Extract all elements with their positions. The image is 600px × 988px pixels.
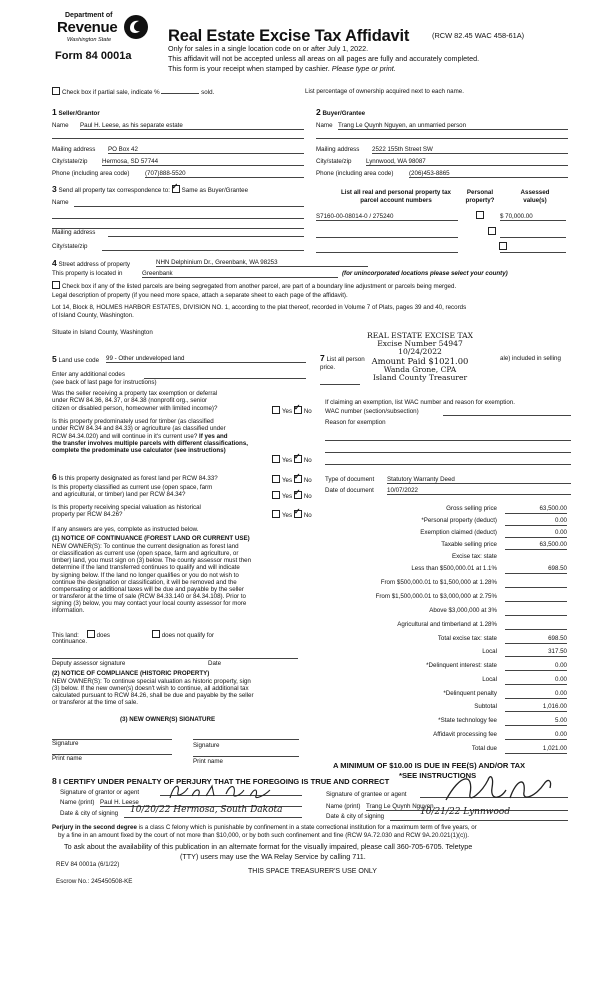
street-row xyxy=(52,258,372,268)
exemption-line1: If claiming an exemption, list WAC number and reason for exemption. xyxy=(325,399,515,406)
signature-label-2: Signature xyxy=(193,742,220,749)
fee-value[interactable]: 698.50 xyxy=(505,565,567,574)
fee-label: Gross selling price xyxy=(446,505,497,512)
partial-sale-percent-field[interactable] xyxy=(161,87,199,94)
perjury-line2: by a fine in an amount fixed by the court of not more than $10,000, or by both such confinement and fine (RCW 9A.72.030 and RCW 9A.20.021(1)(c)). xyxy=(58,832,470,839)
fee-row xyxy=(320,553,567,565)
fee-label: *Personal property (deduct) xyxy=(421,517,497,524)
fee-value[interactable] xyxy=(505,579,567,588)
fee-row xyxy=(320,703,567,715)
signature-label-1: Signature xyxy=(52,740,79,747)
minimum-line2: *SEE INSTRUCTIONS xyxy=(399,771,477,780)
q2-yes-label: Yes xyxy=(282,457,293,464)
section6-num: 6 xyxy=(52,472,57,482)
stamp-line5: Wanda Grone, CPA xyxy=(383,364,457,374)
buyer-mailing-label: Mailing address xyxy=(316,146,360,153)
forest-yes-label: Yes xyxy=(282,477,293,484)
dept-line1: Department of xyxy=(65,12,113,19)
additional-codes-row xyxy=(52,371,308,378)
fee-row xyxy=(320,607,567,619)
corr-name-field[interactable] xyxy=(74,199,304,207)
q2-yes-checkbox[interactable] xyxy=(272,455,280,463)
fee-value[interactable]: 63,500.00 xyxy=(505,541,567,550)
additional-codes-label: Enter any additional codes xyxy=(52,371,125,378)
parcel-personal-checkbox-1[interactable] xyxy=(476,211,484,219)
fee-label: From $500,000.01 to $1,500,000 at 1.28% xyxy=(380,579,497,586)
fee-value[interactable]: 0.00 xyxy=(505,529,567,538)
fee-row xyxy=(320,565,567,577)
notice2-line: or transferor at the time of sale. xyxy=(52,699,138,707)
revenue-swirl-icon xyxy=(123,14,149,40)
partial-sale-sold: sold. xyxy=(201,89,215,96)
perjury-bold: Perjury in the second degree xyxy=(52,824,137,831)
if-yes-note: If any answers are yes, complete as instructed below. xyxy=(52,526,199,533)
reason-label: Reason for exemption xyxy=(325,419,386,426)
current-use-line2: and agricultural, or timber) land per RCW 84.34? xyxy=(52,491,186,499)
fee-value[interactable]: 0.00 xyxy=(505,662,567,671)
legal-line2: of Island County, Washington. xyxy=(52,312,134,319)
fee-label: *Delinquent penalty xyxy=(443,690,497,697)
notice1-line: or classification as current use (open space, farm and agriculture, or xyxy=(52,550,239,558)
seller-name-label: Name xyxy=(52,122,69,129)
q2-line2: under RCW 84.34 and 84.33) or agriculture (as classified under xyxy=(52,425,226,433)
q1-no-label: No xyxy=(303,408,312,415)
historic-yes-checkbox[interactable] xyxy=(272,510,280,518)
header-note2: This affidavit will not be accepted unless all areas on all pages are fully and accurately completed. xyxy=(168,54,480,63)
new-owner-sig-line2[interactable] xyxy=(193,735,299,740)
header-note3-plain: This form is your receipt when stamped by cashier. xyxy=(168,64,330,73)
fee-row xyxy=(320,529,567,541)
does-not-qualify-checkbox[interactable] xyxy=(152,630,160,638)
dept-line3: Washington State xyxy=(67,37,112,43)
grantor-name-label: Name (print) xyxy=(60,799,95,806)
seller-city-label: City/state/zip xyxy=(52,158,88,165)
parcel-header-col3 xyxy=(505,189,565,205)
notice1-line: continue the designation or classification, it will be removed and the xyxy=(52,578,237,586)
seller-section-num: 1 xyxy=(52,107,57,117)
seller-section-label: Seller/Grantor xyxy=(58,110,100,117)
q2-line3-text: RCW 84.34.020) and will continue in it's current use? xyxy=(52,432,198,440)
notice2-line: (3) below. If the new owner(s) doesn't wish to continue, all additional tax xyxy=(52,685,249,693)
parcel-header-col2-l1: Personal xyxy=(466,189,494,196)
fee-row xyxy=(320,745,567,757)
corr-city-row xyxy=(52,243,304,250)
q1-no-checkbox[interactable] xyxy=(294,406,302,414)
revenue-logo xyxy=(55,10,155,70)
fee-row xyxy=(320,505,567,517)
seller-city-field[interactable]: Hermosa, SD 57744 xyxy=(102,158,304,166)
fee-row xyxy=(320,635,567,647)
this-land-label: This land: xyxy=(52,632,79,639)
current-use-yes-checkbox[interactable] xyxy=(272,491,280,499)
unincorporated-note: (for unincorporated locations please select your county) xyxy=(342,270,508,277)
form-number: Form 84 0001a xyxy=(55,50,132,62)
q2-line3 xyxy=(52,433,248,440)
seller-mailing-row xyxy=(52,146,304,153)
historic-answers xyxy=(272,510,312,519)
header-note1: Only for sales in a single location code on or after July 1, 2022. xyxy=(168,44,369,53)
historic-line2: property per RCW 84.26? xyxy=(52,511,123,519)
section7-num: 7 xyxy=(320,353,325,363)
q2-answers xyxy=(272,455,312,464)
fee-label: Less than $500,000.01 at 1.1% xyxy=(411,565,497,572)
land-use-num: 5 xyxy=(52,354,57,364)
buyer-mailing-field[interactable]: 2522 155th Street SW xyxy=(372,146,568,154)
certify-num: 8 xyxy=(52,776,57,786)
segregated-label: Check box if any of the listed parcels are being segregated from another parcel, are part of a boundary line adjustment or parcels being merged. xyxy=(62,283,457,290)
fee-row xyxy=(320,517,567,529)
q2-line5: complete the predominate use calculator (see instructions) xyxy=(52,447,226,455)
fee-row xyxy=(320,662,567,674)
fee-label: Subtotal xyxy=(474,703,497,710)
fee-row xyxy=(320,731,567,743)
fee-table xyxy=(320,505,567,752)
fee-value[interactable] xyxy=(505,593,567,602)
notice2-title: (2) NOTICE OF COMPLIANCE (HISTORIC PROPERTY) xyxy=(52,670,210,677)
grantee-sig-label: Signature of grantee or agent xyxy=(326,791,407,798)
fee-row xyxy=(320,621,567,633)
forest-no-label: No xyxy=(303,477,312,484)
notice2-line: calculated pursuant to RCW 84.26, shall be due and payable by the seller xyxy=(52,692,254,700)
q2-line3-bold: If yes and xyxy=(199,432,228,440)
access-line1: To ask about the availability of this publication in an alternate format for the visually impaired, please call 360-705-6705. Teletype xyxy=(64,842,473,851)
current-use-no-label: No xyxy=(303,493,312,500)
notice1-line: by signing below. If the land no longer qualifies or you do not wish to xyxy=(52,571,239,579)
parcel-account-field-3[interactable] xyxy=(316,246,458,253)
q1-line3: citizen or disabled person, homeowner with limited income)? xyxy=(52,404,218,412)
fee-value[interactable]: 5.00 xyxy=(505,717,567,726)
seller-phone-field[interactable]: (707)888-5520 xyxy=(145,170,304,178)
segregated-checkbox[interactable] xyxy=(52,281,60,289)
fee-label: Exemption claimed (deduct) xyxy=(420,529,497,536)
dept-line2: Revenue xyxy=(57,19,118,36)
fee-label: Above $3,000,000 at 3% xyxy=(429,607,497,614)
additional-codes-note: (see back of last page for instructions) xyxy=(52,379,157,386)
fee-value[interactable]: 317.50 xyxy=(505,648,567,657)
fee-value[interactable]: 0.00 xyxy=(505,517,567,526)
corr-extra-line1 xyxy=(52,212,304,219)
q2-no-checkbox[interactable] xyxy=(294,455,302,463)
same-as-buyer-label: Same as Buyer/Grantee xyxy=(181,187,249,194)
corr-name-row xyxy=(52,199,304,206)
timber-question xyxy=(52,418,248,455)
grantee-date-label: Date & city of signing xyxy=(326,813,385,820)
corr-city-field[interactable] xyxy=(102,243,304,251)
personal-property-field[interactable] xyxy=(320,378,360,385)
buyer-phone-field[interactable]: (206)453-8865 xyxy=(409,170,568,178)
new-owner-sig-title: (3) NEW OWNER(S) SIGNATURE xyxy=(120,716,216,723)
header-note3-italic: Please type or print. xyxy=(331,64,396,73)
forest-answers xyxy=(272,475,312,484)
fee-row xyxy=(320,690,567,702)
notice1-title: (1) NOTICE OF CONTINUANCE (FOREST LAND OR CURRENT USE) xyxy=(52,535,250,542)
does-not-label: does not qualify for xyxy=(161,632,215,639)
historic-question xyxy=(52,504,201,519)
buyer-heading xyxy=(316,107,365,117)
land-use-label: Land use code xyxy=(58,357,100,364)
fee-label: Taxable selling price xyxy=(441,541,497,548)
fee-value[interactable] xyxy=(505,621,567,630)
wac-row xyxy=(325,408,571,415)
buyer-mailing-row xyxy=(316,146,568,153)
partial-sale-checkbox[interactable] xyxy=(52,87,60,95)
parcel-value-field-3[interactable] xyxy=(500,246,566,253)
section7-row xyxy=(320,353,365,363)
corr-name-label: Name xyxy=(52,199,69,206)
current-use-yes-label: Yes xyxy=(282,493,293,500)
perjury-text: is a class C felony which is punishable by confinement in a state correctional institution for a maximum term of five years, or xyxy=(138,824,477,831)
q1-line1: Was the seller receiving a property tax exemption or deferral xyxy=(52,390,218,397)
located-field[interactable]: Greenbank xyxy=(142,270,338,278)
parcel-header-col1-l2: parcel account numbers xyxy=(360,197,432,205)
notice2-body xyxy=(52,678,254,707)
correspondence-num: 3 xyxy=(52,184,57,194)
fee-value[interactable]: 1,016.00 xyxy=(505,703,567,712)
corr-city-label: City/state/zip xyxy=(52,243,88,250)
fee-label: From $1,500,000.01 to $3,000,000 at 2.75% xyxy=(375,593,497,600)
forest-no-checkbox[interactable] xyxy=(294,475,302,483)
section7-label-a: List all person xyxy=(326,356,365,363)
land-use-row xyxy=(52,354,308,364)
buyer-name-extra-line xyxy=(316,132,568,139)
buyer-city-label: City/state/zip xyxy=(316,158,352,165)
q2-no-label: No xyxy=(303,457,312,464)
buyer-city-field[interactable]: Lynnwood, WA 98087 xyxy=(366,158,568,166)
buyer-section-label: Buyer/Grantee xyxy=(322,110,366,117)
escrow-label: Escrow No.: 245450508-KE xyxy=(56,878,133,885)
ownership-note: List percentage of ownership acquired next to each name. xyxy=(305,88,464,95)
treasurer-stamp xyxy=(345,332,495,382)
perjury-line1 xyxy=(52,824,477,831)
property-section-num: 4 xyxy=(52,258,57,268)
street-label: Street address of property xyxy=(58,261,131,268)
notice1-line: information. xyxy=(52,607,85,615)
current-use-line1: Is this property classified as current use (open space, farm xyxy=(52,484,213,491)
grantor-name-field[interactable]: Paul H. Leese xyxy=(100,799,302,807)
access-line2: (TTY) users may use the WA Relay Service by calling 711. xyxy=(180,852,366,861)
seller-phone-label: Phone (including area code) xyxy=(52,170,130,177)
parcel-header-col1-l1: List all real and personal property tax xyxy=(340,189,452,196)
doc-type-field[interactable]: Statutory Warranty Deed xyxy=(387,476,571,484)
segregated-row xyxy=(52,281,456,290)
print-name-label-1: Print name xyxy=(52,755,82,762)
fee-row xyxy=(320,593,567,605)
historic-no-label: No xyxy=(303,512,312,519)
grantee-name-field[interactable]: Trang Le Quynh Nguyen xyxy=(366,803,568,811)
parcel-personal-checkbox-2[interactable] xyxy=(488,227,496,235)
located-label: This property is located in xyxy=(52,270,123,277)
seller-name-field[interactable]: Paul H. Leese, as his separate estate xyxy=(80,122,304,130)
doc-type-row xyxy=(325,476,571,483)
seller-city-row xyxy=(52,158,304,165)
fee-row xyxy=(320,676,567,688)
form-title: Real Estate Excise Tax Affidavit xyxy=(168,27,410,45)
fee-row xyxy=(320,648,567,660)
seller-name-row xyxy=(52,122,304,129)
wac-field[interactable] xyxy=(443,408,571,416)
fee-row xyxy=(320,717,567,729)
certify-text: I CERTIFY UNDER PENALTY OF PERJURY THAT THE FOREGOING IS TRUE AND CORRECT xyxy=(58,777,390,786)
fee-label: Local xyxy=(482,676,497,683)
historic-line1: Is this property receiving special valuation as historical xyxy=(52,504,201,511)
rev-label: REV 84 0001a (6/1/22) xyxy=(56,861,120,868)
header-note3 xyxy=(168,65,396,73)
buyer-phone-row xyxy=(316,170,568,177)
buyer-section-num: 2 xyxy=(316,107,321,117)
seller-mailing-label: Mailing address xyxy=(52,146,96,153)
current-use-no-checkbox[interactable] xyxy=(294,491,302,499)
q1-answers xyxy=(272,406,312,415)
grantee-date-handwritten: 10/21/22 Lynnwood xyxy=(420,807,511,817)
same-as-buyer-checkbox[interactable] xyxy=(172,185,180,193)
notice1-line: signing (3) below, you may contact your local county assessor for more xyxy=(52,600,247,607)
doc-date-label: Date of document xyxy=(325,487,374,494)
fee-label: Local xyxy=(482,648,497,655)
fee-value[interactable]: 63,500.00 xyxy=(505,505,567,514)
corr-mailing-field[interactable] xyxy=(108,229,304,237)
forest-yes-checkbox[interactable] xyxy=(272,475,280,483)
deputy-sig-label: Deputy assessor signature xyxy=(52,660,126,667)
notice1-line: timber) land, you must sign on (3) below. The county assessor must then xyxy=(52,557,252,565)
deputy-date-label: Date xyxy=(208,660,222,667)
treasurer-use-label: THIS SPACE TREASURER'S USE ONLY xyxy=(248,868,377,875)
stamp-line1: REAL ESTATE EXCISE TAX xyxy=(366,331,473,340)
fee-value[interactable]: 698.50 xyxy=(505,635,567,644)
does-qualify-checkbox[interactable] xyxy=(87,630,95,638)
situate-line: Situate in Island County, Washington xyxy=(52,329,153,336)
seller-phone-row xyxy=(52,170,304,177)
fee-value[interactable]: 1,021.00 xyxy=(505,745,567,754)
corr-extra-line2 xyxy=(52,222,304,229)
notice1-line: determine if the land transferred continues to qualify and will indicate xyxy=(52,564,240,572)
parcel-header-col3-l2: value(s) xyxy=(523,197,547,205)
fee-value[interactable] xyxy=(505,607,567,616)
wac-label: WAC number (section/subsection) xyxy=(325,408,419,415)
grantor-date-handwritten: 10/20/22 Hermosa, South Dakota xyxy=(130,805,283,815)
seller-mailing-field[interactable]: PO Box 42 xyxy=(108,146,304,154)
minimum-line1: A MINIMUM OF $10.00 IS DUE IN FEE(S) AND/OR TAX xyxy=(333,761,526,770)
q1-line2: under RCW 84.36, 84.37, or 84.38 (nonprofit org., senior xyxy=(52,397,208,405)
grantor-date-row xyxy=(60,805,302,817)
fee-label: *Delinquent interest: state xyxy=(426,662,497,669)
parcel-header-col2 xyxy=(460,189,500,205)
historic-no-checkbox[interactable] xyxy=(294,510,302,518)
parcel-value-field[interactable]: $ 70,000.00 xyxy=(500,213,566,221)
grantee-name-label: Name (print) xyxy=(326,803,361,810)
fee-value[interactable]: 0.00 xyxy=(505,690,567,699)
seller-name-extra-line xyxy=(52,132,304,139)
current-use-question xyxy=(52,484,212,499)
stamp-line6: Island County Treasurer xyxy=(372,372,468,382)
forest-question-text: Is this property designated as forest land per RCW 84.33? xyxy=(58,475,218,482)
grantor-date-label: Date & city of signing xyxy=(60,810,119,817)
print-name-label-2: Print name xyxy=(193,758,223,765)
exemption-question xyxy=(52,390,217,412)
legal-line1: Lot 14, Block 8, HOLMES HARBOR ESTATES, DIVISION NO. 1, according to the plat thereof, recorded in Volume 7 of Plats, pages 39 and 40, records xyxy=(52,304,467,311)
notice1-body xyxy=(52,543,251,614)
continuance-label: continuance. xyxy=(52,638,88,645)
stamp-line2: Excise Number 54947 xyxy=(377,339,463,349)
does-label: does xyxy=(96,632,110,639)
parcel-header-col2-l2: property? xyxy=(465,197,495,205)
partial-sale xyxy=(52,87,214,96)
section7-label-b: ale) included in selling xyxy=(500,355,561,362)
notice1-line: NEW OWNER(S): To continue the current designation as forest land xyxy=(52,543,239,550)
grantee-date-row xyxy=(326,807,568,820)
historic-yes-label: Yes xyxy=(282,512,293,519)
print-name-line2[interactable] xyxy=(193,752,299,757)
seller-heading xyxy=(52,107,100,117)
located-row xyxy=(52,270,572,277)
partial-sale-label: Check box if partial sale, indicate % xyxy=(62,89,160,96)
parcel-account-field-2[interactable] xyxy=(316,231,458,238)
q2-line1: Is this property predominately used for timber (as classified xyxy=(52,418,214,425)
fee-row xyxy=(320,541,567,553)
stamp-line3: 10/24/2022 xyxy=(398,347,442,357)
doc-date-row xyxy=(325,487,571,494)
parcel-header-col1 xyxy=(316,189,476,205)
deputy-signature-line[interactable] xyxy=(52,654,298,659)
legal-desc-label: Legal description of property (if you need more space, attach a separate sheet to each page of the affidavit). xyxy=(52,292,348,299)
fee-value[interactable]: 0.00 xyxy=(505,731,567,740)
parcel-account-field[interactable]: S7160-00-08014-0 / 275240 xyxy=(316,213,458,221)
correspondence-heading xyxy=(52,184,248,194)
buyer-name-field[interactable]: Trang Le Quynh Nguyen, an unmarried person xyxy=(338,122,568,130)
land-use-field[interactable]: 99 - Other undeveloped land xyxy=(106,355,306,363)
fee-label: Affidavit processing fee xyxy=(433,731,497,738)
corr-mailing-label: Mailing address xyxy=(52,229,96,236)
buyer-name-row xyxy=(316,122,568,129)
reason-line1[interactable] xyxy=(325,434,571,441)
fee-row xyxy=(320,579,567,591)
notice2-line: NEW OWNER(S): To continue special valuation as historic property, sign xyxy=(52,678,251,685)
fee-label: Total excise tax: state xyxy=(437,635,497,642)
parcel-header-col3-l1: Assessed xyxy=(520,189,550,196)
buyer-phone-label: Phone (including area code) xyxy=(316,170,394,177)
buyer-name-label: Name xyxy=(316,122,333,129)
corr-mailing-row xyxy=(52,229,304,236)
q2-line4: the transfer involves multiple parcels with different classifications, xyxy=(52,439,248,447)
fee-label: *State technology fee xyxy=(438,717,497,724)
current-use-answers xyxy=(272,491,312,500)
parcel-value-field-2[interactable] xyxy=(500,231,566,238)
buyer-city-row xyxy=(316,158,568,165)
street-field[interactable]: NHN Delphinium Dr., Greenbank, WA 98253 xyxy=(156,259,368,267)
fee-label: Agricultural and timberland at 1.28% xyxy=(397,621,497,628)
form-citation: (RCW 82.45 WAC 458-61A) xyxy=(432,31,525,40)
fee-label: Excise tax: state xyxy=(451,553,497,560)
q1-yes-checkbox[interactable] xyxy=(272,406,280,414)
doc-date-field[interactable]: 10/07/2022 xyxy=(387,487,571,495)
notice1-line: or transferor at the time of sale (RCW 84.33.140 or 84.34.108). Prior to xyxy=(52,592,246,600)
q1-yes-label: Yes xyxy=(282,408,293,415)
reason-line2[interactable] xyxy=(325,446,571,453)
section7-label-c: price. xyxy=(320,364,336,371)
doc-type-label: Type of document xyxy=(325,476,375,483)
fee-label: Total due xyxy=(471,745,497,752)
forest-question xyxy=(52,472,218,482)
notice1-line: compensating or additional taxes will be due and payable by the seller xyxy=(52,585,244,593)
fee-value[interactable]: 0.00 xyxy=(505,676,567,685)
grantor-sig-label: Signature of grantor or agent xyxy=(60,789,140,796)
stamp-line4: Amount Paid $1021.00 xyxy=(371,355,469,366)
reason-line3[interactable] xyxy=(325,458,571,465)
correspondence-label: Send all property tax correspondence to: xyxy=(58,187,170,194)
additional-codes-field[interactable] xyxy=(144,371,306,379)
